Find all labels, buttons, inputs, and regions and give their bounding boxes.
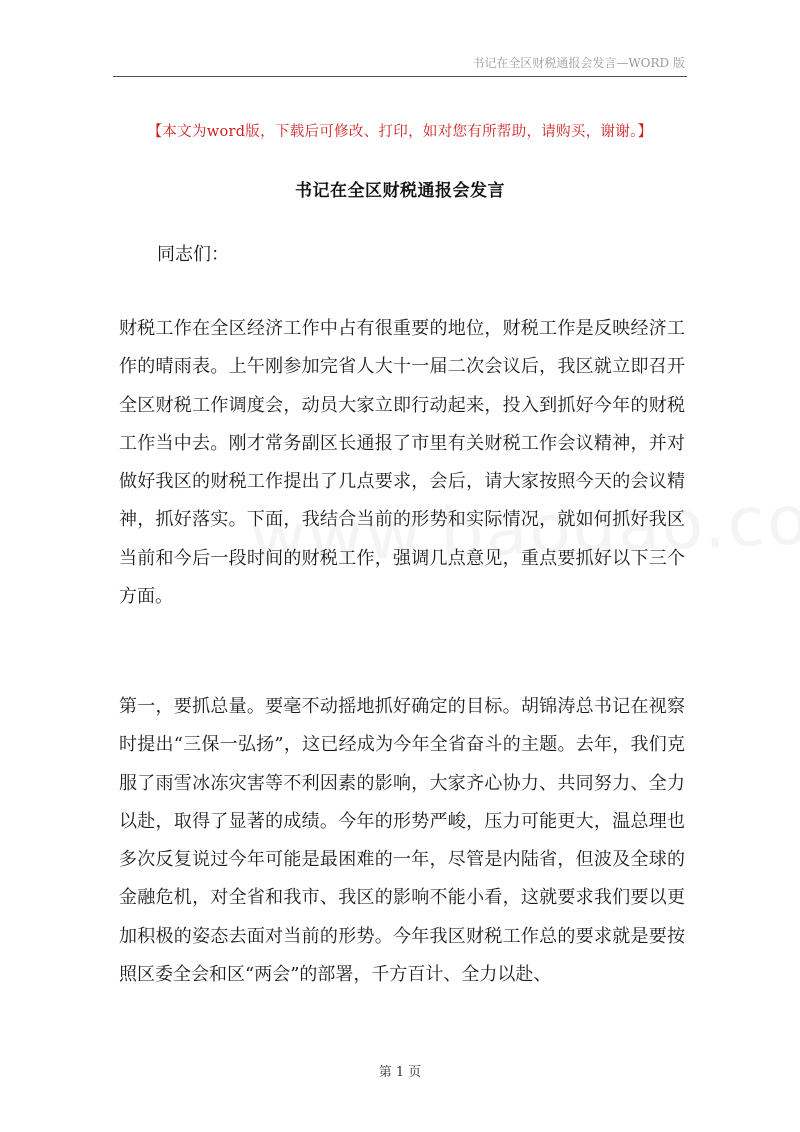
salutation: 同志们： — [157, 244, 229, 265]
body-paragraph-2: 第一，要抓总量。要毫不动摇地抓好确定的目标。胡锦涛总书记在视察时提出“三保一弘扬”，这已经成为今年全省奋斗的主题。去年，我们克服了雨雪冰冻灾害等不利因素的影响，大家齐心协力、共同努力、全力以赴，取得了显著的成绩。今年的形势严峻，压力可能更大，温总理也多次反复说过今年可能是最困难的一年，尽管是内陆省，但波及全球的金融危机，对全省和我市、我区的影响不能小看，这就要求我们要以更加积极的姿态去面对当前的形势。今年我区财税工作总的要求就是要按照区委全会和区“两会”的部署，千方百计、全力以赴、 — [119, 696, 685, 986]
body-paragraph-1: 财税工作在全区经济工作中占有很重要的地位，财税工作是反映经济工作的晴雨表。上午刚参加完省人大十一届二次会议后，我区就立即召开全区财税工作调度会，动员大家立即行动起来，投入到抓好今年的财税工作当中去。刚才常务副区长通报了市里有关财税工作会议精神，并对做好我区的财税工作提出了几点要求，会后，请大家按照今天的会议精神，抓好落实。下面，我结合当前的形势和实际情况，就如何抓好我区当前和今后一段时间的财税工作，强调几点意见，重点要抓好以下三个方面。 — [119, 318, 685, 608]
running-header: 书记在全区财税通报会发言—WORD 版 — [472, 56, 685, 70]
page-number: 第 1 页 — [378, 1065, 422, 1080]
purchase-notice: 【本文为word版，下载后可修改、打印，如对您有所帮助，请购买，谢谢。】 — [147, 124, 653, 140]
header-divider — [113, 76, 687, 77]
document-title: 书记在全区财税通报会发言 — [295, 181, 505, 201]
